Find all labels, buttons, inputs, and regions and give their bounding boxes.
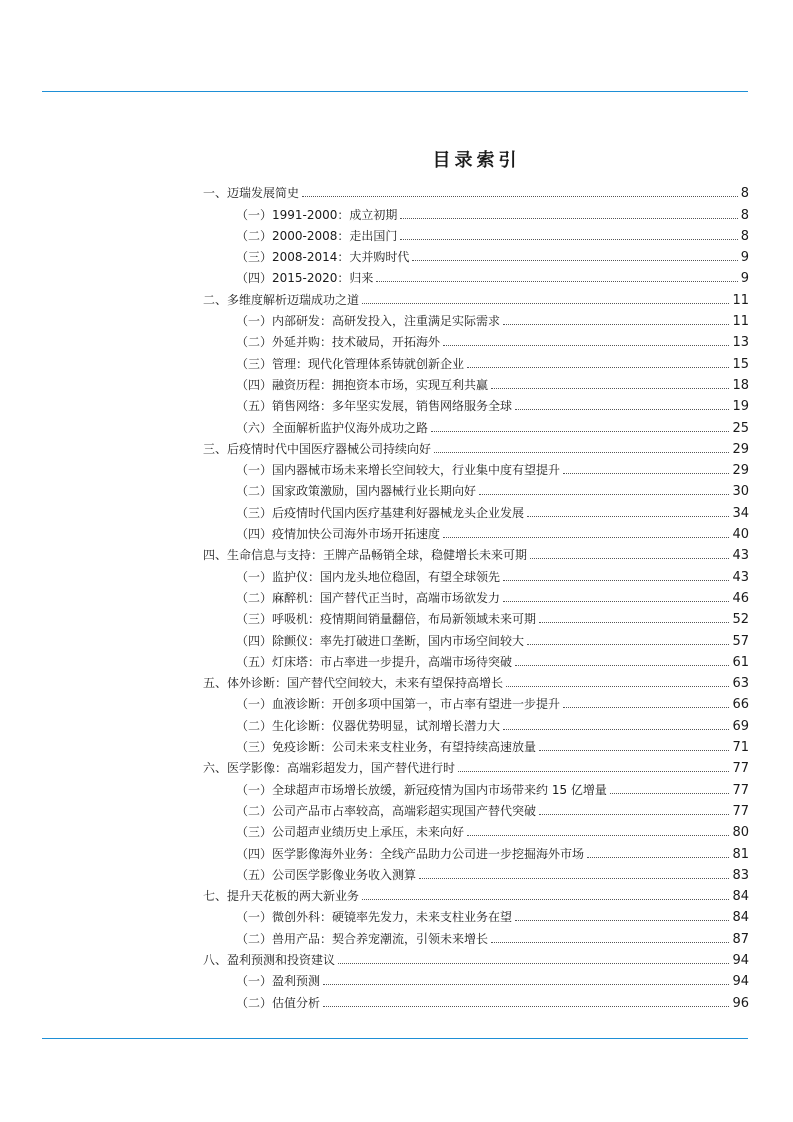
toc-leader-dots	[362, 303, 729, 304]
toc-page-number: 40	[732, 527, 749, 543]
toc-entry-label: （一）微创外科：硬镜率先发力，未来支柱业务在望	[236, 910, 513, 925]
toc-subsection-entry[interactable]	[203, 393, 749, 414]
toc-subsection-entry[interactable]	[203, 414, 749, 435]
toc-entry-label: 六、医学影像：高端彩超发力，国产替代进行时	[203, 761, 456, 776]
toc-leader-dots	[539, 750, 729, 751]
toc-entry-label: （四）医学影像海外业务：全线产品助力公司进一步挖掘海外市场	[236, 846, 585, 861]
toc-leader-dots	[338, 963, 729, 964]
toc-subsection-entry[interactable]	[203, 350, 749, 371]
toc-entry-label: 一、迈瑞发展简史	[203, 186, 300, 201]
toc-entry-label: （二）外延并购：技术破局，开拓海外	[236, 335, 441, 350]
toc-page-number: 61	[732, 654, 749, 670]
toc-subsection-entry[interactable]	[203, 201, 749, 222]
toc-entry-label: （五）灯床塔：市占率进一步提升，高端市场待突破	[236, 654, 513, 669]
toc-page-number: 8	[740, 186, 749, 202]
toc-subsection-entry[interactable]	[203, 691, 749, 712]
toc-page-number: 83	[732, 867, 749, 883]
toc-leader-dots	[527, 644, 729, 645]
toc-leader-dots	[506, 686, 729, 687]
toc-page-number: 13	[732, 335, 749, 351]
toc-entry-label: （三）呼吸机：疫情期间销量翻倍，布局新领域未来可期	[236, 612, 537, 627]
toc-page-number: 71	[732, 740, 749, 756]
toc-leader-dots	[400, 218, 737, 219]
toc-entry-label: （三）后疫情时代国内医疗基建利好器械龙头企业发展	[236, 505, 525, 520]
toc-entry-label: （四）疫情加快公司海外市场开拓速度	[236, 527, 441, 542]
toc-subsection-entry[interactable]	[203, 904, 749, 925]
toc-section-entry[interactable]	[203, 180, 749, 201]
toc-entry-label: （三）2008-2014：大并购时代	[236, 250, 410, 265]
toc-entry-label: 八、盈利预测和投资建议	[203, 952, 336, 967]
toc-page-number: 9	[740, 250, 749, 266]
toc-entry-label: 二、多维度解析迈瑞成功之道	[203, 292, 360, 307]
toc-subsection-entry[interactable]	[203, 649, 749, 670]
toc-subsection-entry[interactable]	[203, 478, 749, 499]
toc-leader-dots	[491, 942, 729, 943]
toc-subsection-entry[interactable]	[203, 372, 749, 393]
header-rule	[42, 91, 748, 92]
toc-subsection-entry[interactable]	[203, 499, 749, 520]
toc-leader-dots	[479, 494, 729, 495]
toc-entry-label: （一）国内器械市场未来增长空间较大，行业集中度有望提升	[236, 463, 561, 478]
toc-page-number: 25	[732, 420, 749, 436]
toc-page-number: 52	[732, 612, 749, 628]
toc-page-number: 19	[732, 399, 749, 415]
toc-entry-label: 三、后疫情时代中国医疗器械公司持续向好	[203, 441, 432, 456]
toc-leader-dots	[587, 857, 729, 858]
toc-subsection-entry[interactable]	[203, 329, 749, 350]
toc-subsection-entry[interactable]	[203, 627, 749, 648]
toc-subsection-entry[interactable]	[203, 734, 749, 755]
toc-section-entry[interactable]	[203, 670, 749, 691]
toc-subsection-entry[interactable]	[203, 712, 749, 733]
toc-page-number: 66	[732, 697, 749, 713]
toc-entry-label: （二）兽用产品：契合养宠潮流，引领未来增长	[236, 931, 489, 946]
toc-entry-label: （五）公司医学影像业务收入测算	[236, 867, 417, 882]
toc-page-number: 84	[732, 910, 749, 926]
toc-entry-label: （二）麻醉机：国产替代正当时，高端市场欲发力	[236, 590, 501, 605]
toc-leader-dots	[539, 622, 729, 623]
toc-page-number: 18	[732, 377, 749, 393]
toc-leader-dots	[515, 920, 729, 921]
toc-page-number: 81	[732, 846, 749, 862]
toc-leader-dots	[515, 665, 729, 666]
toc-entry-label: （二）国家政策激励，国内器械行业长期向好	[236, 484, 477, 499]
toc-entry-label: （五）销售网络：多年坚实发展，销售网络服务全球	[236, 399, 513, 414]
toc-subsection-entry[interactable]	[203, 265, 749, 286]
toc-entry-label: （二）生化诊断：仪器优势明显，试剂增长潜力大	[236, 718, 501, 733]
toc-leader-dots	[563, 473, 729, 474]
toc-section-entry[interactable]	[203, 755, 749, 776]
toc-page-number: 30	[732, 484, 749, 500]
toc-entry-label: （一）监护仪：国内龙头地位稳固，有望全球领先	[236, 569, 501, 584]
toc-leader-dots	[419, 878, 729, 879]
toc-entry-label: （六）全面解析监护仪海外成功之路	[236, 420, 429, 435]
toc-leader-dots	[443, 345, 729, 346]
toc-page-number: 69	[732, 718, 749, 734]
toc-section-entry[interactable]	[203, 947, 749, 968]
toc-subsection-entry[interactable]	[203, 798, 749, 819]
toc-leader-dots	[467, 367, 729, 368]
toc-subsection-entry[interactable]	[203, 968, 749, 989]
toc-subsection-entry[interactable]	[203, 585, 749, 606]
toc-leader-dots	[302, 196, 738, 197]
toc-entry-label: （三）管理：现代化管理体系铸就创新企业	[236, 356, 465, 371]
toc-page-number: 84	[732, 889, 749, 905]
toc-subsection-entry[interactable]	[203, 563, 749, 584]
toc-subsection-entry[interactable]	[203, 457, 749, 478]
toc-entry-label: 五、体外诊断：国产替代空间较大，未来有望保持高增长	[203, 676, 504, 691]
toc-leader-dots	[515, 409, 729, 410]
toc-leader-dots	[527, 516, 729, 517]
toc-entry-label: （一）内部研发：高研发投入，注重满足实际需求	[236, 314, 501, 329]
toc-subsection-entry[interactable]	[203, 244, 749, 265]
toc-page-number: 77	[732, 803, 749, 819]
toc-page-number: 77	[732, 761, 749, 777]
toc-page-number: 87	[732, 931, 749, 947]
toc-page-number: 94	[732, 974, 749, 990]
toc-section-entry[interactable]	[203, 542, 749, 563]
toc-leader-dots	[443, 537, 729, 538]
toc-page-number: 43	[732, 548, 749, 564]
toc-leader-dots	[503, 729, 729, 730]
toc-entry-label: （一）盈利预测	[236, 974, 321, 989]
toc-leader-dots	[323, 1006, 729, 1007]
toc-entry-label: （二）2000-2008：走出国门	[236, 228, 398, 243]
toc-leader-dots	[610, 793, 730, 794]
toc-leader-dots	[362, 899, 729, 900]
toc-page-number: 77	[732, 782, 749, 798]
toc-entry-label: 四、生命信息与支持：王牌产品畅销全球，稳健增长未来可期	[203, 548, 528, 563]
toc-entry-label: （四）除颤仪：率先打破进口垄断，国内市场空间较大	[236, 633, 525, 648]
toc-leader-dots	[503, 324, 729, 325]
footer-rule	[42, 1038, 748, 1039]
toc-entry-label: （二）公司产品市占率较高，高端彩超实现国产替代突破	[236, 803, 537, 818]
toc-page-number: 57	[732, 633, 749, 649]
toc-page-number: 8	[740, 228, 749, 244]
toc-page-number: 15	[732, 356, 749, 372]
toc-page-number: 43	[732, 569, 749, 585]
toc-entry-label: （一）1991-2000：成立初期	[236, 207, 398, 222]
table-of-contents	[203, 180, 749, 1011]
toc-subsection-entry[interactable]	[203, 925, 749, 946]
toc-subsection-entry[interactable]	[203, 776, 749, 797]
toc-entry-label: （一）血液诊断：开创多项中国第一，市占率有望进一步提升	[236, 697, 561, 712]
toc-page-number: 63	[732, 676, 749, 692]
toc-subsection-entry[interactable]	[203, 521, 749, 542]
toc-leader-dots	[467, 835, 729, 836]
toc-subsection-entry[interactable]	[203, 840, 749, 861]
toc-page-number: 29	[732, 441, 749, 457]
toc-section-entry[interactable]	[203, 883, 749, 904]
toc-leader-dots	[323, 984, 729, 985]
toc-leader-dots	[491, 388, 729, 389]
toc-leader-dots	[539, 814, 729, 815]
toc-leader-dots	[412, 260, 737, 261]
toc-subsection-entry[interactable]	[203, 862, 749, 883]
toc-subsection-entry[interactable]	[203, 606, 749, 627]
toc-subsection-entry[interactable]	[203, 819, 749, 840]
toc-leader-dots	[458, 771, 729, 772]
toc-section-entry[interactable]	[203, 286, 749, 307]
toc-page-number: 96	[732, 995, 749, 1011]
toc-leader-dots	[400, 239, 737, 240]
toc-page-number: 8	[740, 207, 749, 223]
toc-page-number: 9	[740, 271, 749, 287]
toc-leader-dots	[530, 558, 729, 559]
toc-leader-dots	[503, 601, 729, 602]
toc-leader-dots	[563, 707, 729, 708]
toc-entry-label: （一）全球超声市场增长放缓，新冠疫情为国内市场带来约 15 亿增量	[236, 782, 607, 797]
toc-page-number: 11	[732, 314, 749, 330]
toc-leader-dots	[431, 431, 729, 432]
toc-page-number: 94	[732, 952, 749, 968]
page-title: 目录索引	[432, 150, 521, 171]
toc-page-number: 34	[732, 505, 749, 521]
toc-entry-label: （二）估值分析	[236, 995, 321, 1010]
toc-page-number: 11	[732, 292, 749, 308]
toc-entry-label: （四）融资历程：拥抱资本市场，实现互利共赢	[236, 377, 489, 392]
toc-leader-dots	[376, 281, 737, 282]
toc-entry-label: （三）公司超声业绩历史上承压，未来向好	[236, 825, 465, 840]
toc-subsection-entry[interactable]	[203, 308, 749, 329]
toc-section-entry[interactable]	[203, 436, 749, 457]
toc-entry-label: 七、提升天花板的两大新业务	[203, 889, 360, 904]
toc-entry-label: （四）2015-2020：归来	[236, 271, 374, 286]
toc-page-number: 46	[732, 590, 749, 606]
toc-entry-label: （三）免疫诊断：公司未来支柱业务，有望持续高速放量	[236, 740, 537, 755]
toc-subsection-entry[interactable]	[203, 989, 749, 1010]
toc-leader-dots	[503, 580, 729, 581]
toc-page-number: 29	[732, 463, 749, 479]
toc-page-number: 80	[732, 825, 749, 841]
toc-subsection-entry[interactable]	[203, 223, 749, 244]
toc-leader-dots	[434, 452, 729, 453]
